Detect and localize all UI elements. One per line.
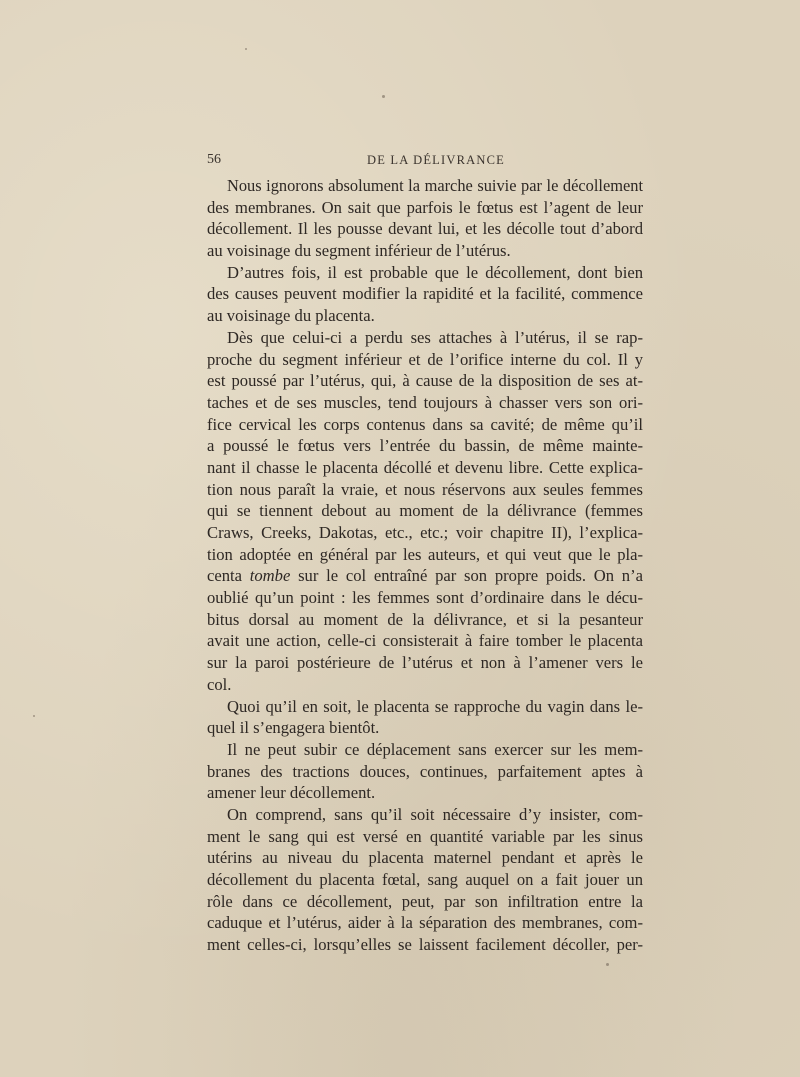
text-line: bitus dorsal au moment de la délivrance, et si la pesanteur bbox=[207, 609, 643, 629]
text-line: Il ne peut subir ce déplacement sans exercer sur les mem- bbox=[227, 739, 643, 759]
text-line: rôle dans ce décollement, peut, par son infiltration entre la bbox=[207, 891, 643, 911]
text-line: Quoi qu’il en soit, le placenta se rapproche du vagin dans le- bbox=[227, 696, 643, 716]
paper-speck bbox=[245, 48, 247, 50]
text-line: des causes peuvent modifier la rapidité et la facilité, commence bbox=[207, 284, 643, 304]
text-line: au voisinage du segment inférieur de l’utérus. bbox=[207, 241, 511, 261]
text-line: est poussé par l’utérus, qui, à cause de la disposition de ses at- bbox=[207, 371, 643, 391]
text-line: fice cervical les corps contenus dans sa cavité; de même qu’il bbox=[207, 414, 643, 434]
text-line: qui se tiennent debout au moment de la délivrance (femmes bbox=[207, 501, 643, 521]
text-line bbox=[207, 565, 643, 587]
text-line: D’autres fois, il est probable que le décollement, dont bien bbox=[227, 262, 643, 282]
text-line: taches et de ses muscles, tend toujours à chasser vers son ori- bbox=[207, 392, 643, 412]
text-line: Dès que celui-ci a perdu ses attaches à l’utérus, il se rap- bbox=[227, 327, 643, 347]
text-line: des membranes. On sait que parfois le fœtus est l’agent de leur bbox=[207, 197, 643, 217]
text-line: oublié qu’un point : les femmes sont d’ordinaire dans le décu- bbox=[207, 588, 643, 608]
text-line: amener leur décollement. bbox=[207, 783, 376, 803]
text-segment: centa bbox=[207, 566, 250, 586]
text-line: On comprend, sans qu’il soit nécessaire d’y insister, com- bbox=[227, 804, 643, 824]
text-line: Craws, Creeks, Dakotas, etc., etc.; voir chapitre II), l’explica- bbox=[207, 523, 643, 542]
body-text bbox=[207, 175, 643, 955]
paper-speck bbox=[382, 95, 385, 98]
text-line: branes des tractions douces, continues, parfaitement aptes à bbox=[207, 761, 643, 781]
page-header bbox=[207, 152, 643, 172]
page-number: 56 bbox=[207, 152, 221, 167]
text-line: proche du segment inférieur et de l’orifice interne du col. Il y bbox=[207, 349, 643, 369]
paper-speck bbox=[606, 963, 609, 966]
text-line: au voisinage du placenta. bbox=[207, 306, 375, 326]
paper-speck bbox=[33, 715, 35, 717]
text-line: caduque et l’utérus, aider à la séparation des membranes, com- bbox=[207, 913, 643, 933]
text-segment: sur le col entraîné par son propre poids. On n’a bbox=[290, 566, 643, 586]
text-line: col. bbox=[207, 674, 232, 694]
text-line: quel il s’engagera bientôt. bbox=[207, 718, 380, 738]
text-line: Nous ignorons absolument la marche suivie par le décollement bbox=[227, 176, 643, 195]
text-line: sur la paroi postérieure de l’utérus et non à l’amener vers le bbox=[207, 653, 643, 673]
italic-word: tombe bbox=[249, 566, 291, 586]
text-line: avait une action, celle-ci consisterait à faire tomber le placenta bbox=[207, 631, 643, 651]
text-line: tion adoptée en général par les auteurs, et qui veut que le pla- bbox=[207, 544, 643, 564]
text-line: ment le sang qui est versé en quantité variable par les sinus bbox=[207, 826, 643, 846]
text-line: décollement. Il les pousse devant lui, et les décolle tout d’abord bbox=[207, 219, 643, 239]
text-line: utérins au niveau du placenta maternel pendant et après le bbox=[207, 848, 643, 868]
running-head: DE LA DÉLIVRANCE bbox=[367, 153, 505, 167]
text-line: ment celles-ci, lorsqu’elles se laissent facilement décoller, per- bbox=[207, 935, 643, 955]
text-line: nant il chasse le placenta décollé et devenu libre. Cette explica- bbox=[207, 457, 643, 477]
text-line: décollement du placenta fœtal, sang auquel on a fait jouer un bbox=[207, 870, 643, 889]
text-line: a poussé le fœtus vers l’entrée du bassin, de même mainte- bbox=[207, 436, 643, 456]
text-line: tion nous paraît la vraie, et nous réservons aux seules femmes bbox=[207, 479, 643, 499]
